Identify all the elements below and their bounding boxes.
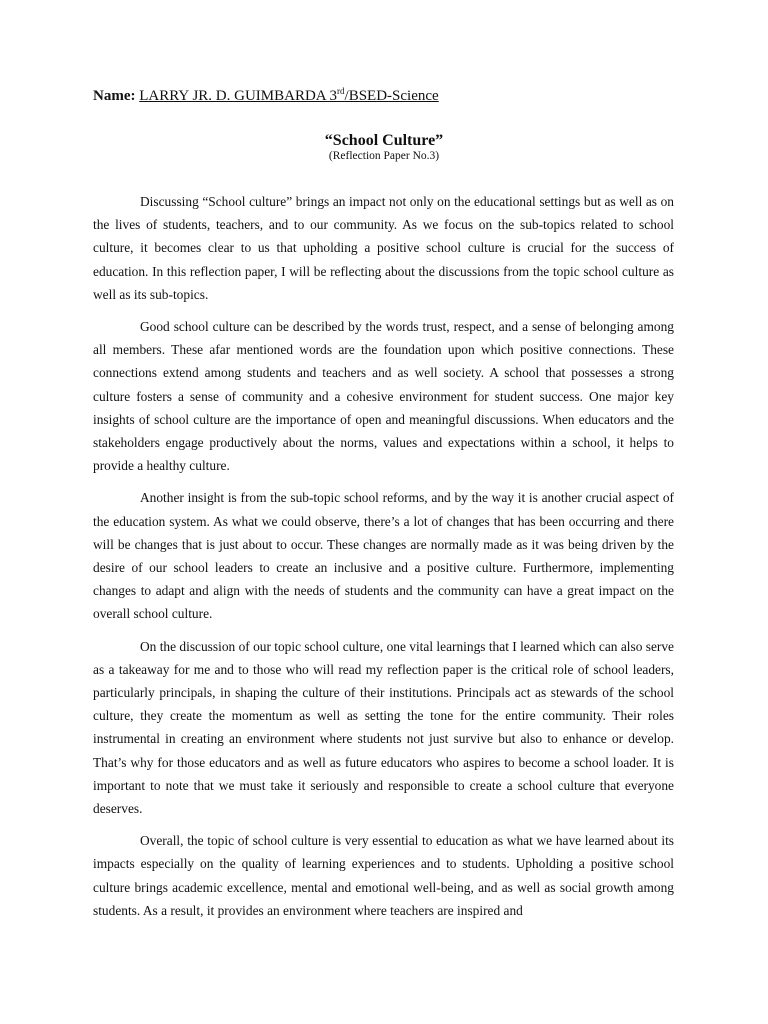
document-title: “School Culture” (324, 132, 444, 149)
document-subtitle: (Reflection Paper No.3) (328, 150, 440, 162)
paragraph-5: Overall, the topic of school culture is very essential to education as what we have learned about its impacts especially on the quality of learning experiences and to students. Upholding a positive school culture brings academic excellence, mental and emotional well-being, and as well as social growth among students. As a result, it provides an environment where teachers are inspired and (93, 833, 674, 918)
paragraph-1: Discussing “School culture” brings an impact not only on the educational settings but as well as on the lives of students, teachers, and to our community. As we focus on the sub-topics related to school culture, it becomes clear to us that upholding a positive school culture is crucial for the success of education. In this reflection paper, I will be reflecting about the discussions from the topic school culture as well as its sub-topics. (93, 194, 674, 302)
author-name-superscript: rd (337, 86, 345, 96)
name-label: Name: (93, 88, 136, 104)
author-course: /BSED-Science (344, 88, 439, 104)
author-name (139, 88, 438, 104)
document-body (93, 190, 674, 931)
author-line (93, 86, 439, 106)
paragraph-3: Another insight is from the sub-topic school reforms, and by the way it is another crucial aspect of the education system. As what we could observe, there’s a lot of changes that has been occurring and there will be changes that is just about to occur. These changes are normally made as it was being driven by the desire of our school leaders to create an inclusive and a positive culture. Furthermore, implementing changes to adapt and align with the needs of students and the community can have a great impact on the overall school culture. (93, 490, 674, 622)
paragraph-2: Good school culture can be described by the words trust, respect, and a sense of belonging among all members. These afar mentioned words are the foundation upon which positive connections. These connections extend among students and teachers and as well society. A school that possesses a strong culture fosters a sense of community and a cohesive environment for student success. One major key insights of school culture are the importance of open and meaningful discussions. When educators and the stakeholders engage productively about the norms, values and expectations within a school, it helps to provide a healthy culture. (93, 319, 674, 474)
paragraph-4: On the discussion of our topic school culture, one vital learnings that I learned which can also serve as a takeaway for me and to those who will read my reflection paper is the critical role of school leaders, particularly principals, in shaping the culture of their institutions. Principals act as stewards of the school culture, they create the momentum as well as setting the tone for the entire community. Their roles instrumental in creating an environment where students not just survive but also to enhance or develop. That’s why for those educators and as well as future educators who aspires to become a school loader. It is important to note that we must take it seriously and responsible to create a school culture that everyone deserves. (93, 638, 674, 817)
author-name-text: LARRY JR. D. GUIMBARDA 3 (139, 88, 338, 104)
